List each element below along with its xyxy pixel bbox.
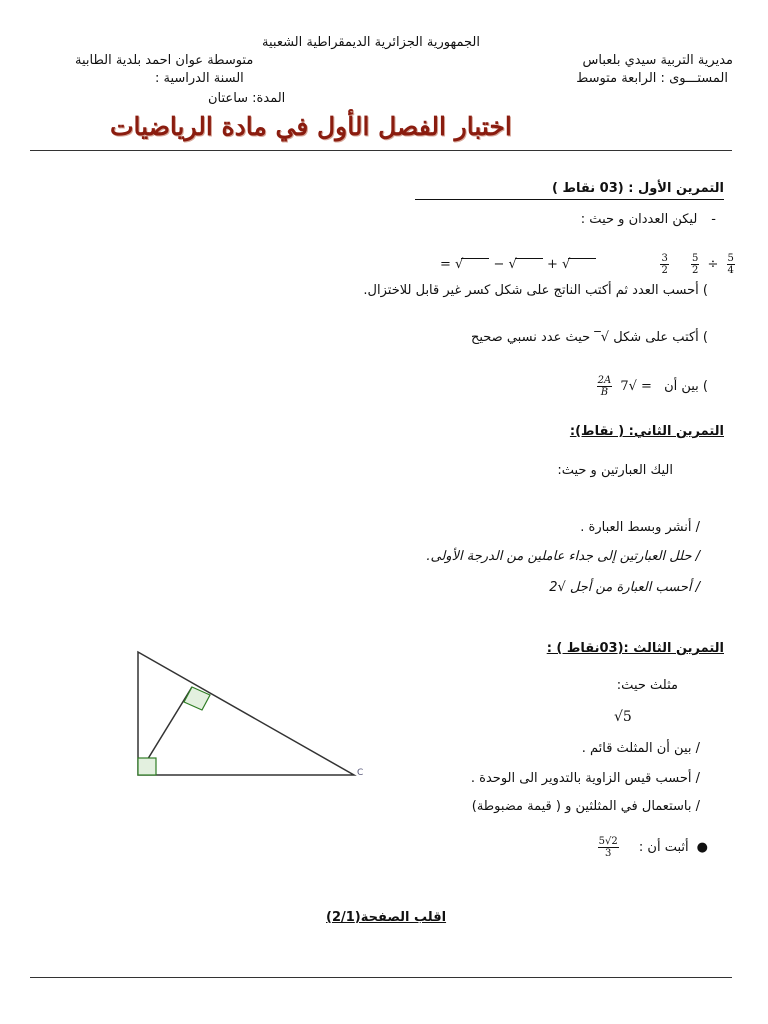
exercise-2-question-2: / حلل العبارتين إلى جداء عاملين من الدرجة الأولى.: [426, 549, 700, 564]
directorate-label: مديرية التربية سيدي بلعباس: [582, 53, 733, 68]
exercise-3-question-2: / أحسب قيس الزاوية بالتدوير الى الوحدة .: [470, 771, 700, 786]
exercise-3-question-3: / باستعمال في المثلثين و ( قيمة مضبوطة): [471, 799, 700, 814]
exam-banner-title: اختبار الفصل الأول في مادة الرياضيات: [110, 112, 512, 141]
school-year-label: السنة الدراسية :: [155, 71, 244, 86]
exercise-2-title: التمرين الثاني: ( نقاط):: [569, 424, 724, 439]
republic-header: الجمهورية الجزائرية الديمقراطية الشعبية: [262, 35, 480, 50]
right-angle-mark-base: [138, 758, 156, 775]
exercise-3-bullet: ●أثبت أن : $\frac{2√5}{3}$: [598, 836, 708, 859]
footer-divider: [30, 977, 732, 978]
exercise-1-question-2: ) أكتب على شكل √‾ حيث عدد نسبي صحيح: [470, 330, 708, 345]
level-label: المستـــوى : الرابعة متوسط: [576, 71, 728, 86]
exercise-3-question-1: / بين أن المثلث قائم .: [581, 741, 700, 756]
vertex-label-c: C: [357, 768, 364, 778]
exercise-1-title: التمرين الأول : (03 نقاط ): [552, 181, 724, 196]
school-label: متوسطة عوان احمد بلدية الطابية: [75, 53, 254, 68]
exercise-3-value: √5: [614, 709, 632, 725]
bullet-icon: ●: [696, 840, 708, 855]
exercise-1-question-1: ) أحسب العدد ثم أكتب الناتج على شكل كسر غير قابل للاختزال.: [363, 283, 708, 298]
exercise-3-intro: مثلث حيث:: [616, 678, 678, 693]
duration-label: المدة: ساعتان: [208, 91, 286, 106]
header-divider: [30, 150, 732, 151]
exercise-1-intro: -ليكن العددان و حيث :: [580, 212, 716, 227]
triangle-outline: [138, 652, 354, 775]
triangle-figure: [130, 645, 370, 785]
exercise-2-question-3: / أحسب العبارة من أجل √2: [549, 580, 700, 595]
turn-page-label: اقلب الصفحة(2/1): [326, 910, 447, 925]
exercise-2-intro: اليك العبارتين و حيث:: [557, 463, 673, 478]
exercise-1-equation: = √ − √ + √ $\frac{3}{2}$ $\frac{5}{2}$ ÷ $\frac{5}{4}$: [440, 253, 734, 276]
exercise-1-title-underline: [415, 199, 724, 200]
exercise-2-question-1: / أنشر وبسط العبارة .: [580, 520, 700, 535]
exercise-1-question-3: ) بين أن = √7 $\frac{2A}{B}$: [597, 375, 708, 398]
exercise-3-title: التمرين الثالث :(03نقاط ) :: [546, 641, 724, 656]
